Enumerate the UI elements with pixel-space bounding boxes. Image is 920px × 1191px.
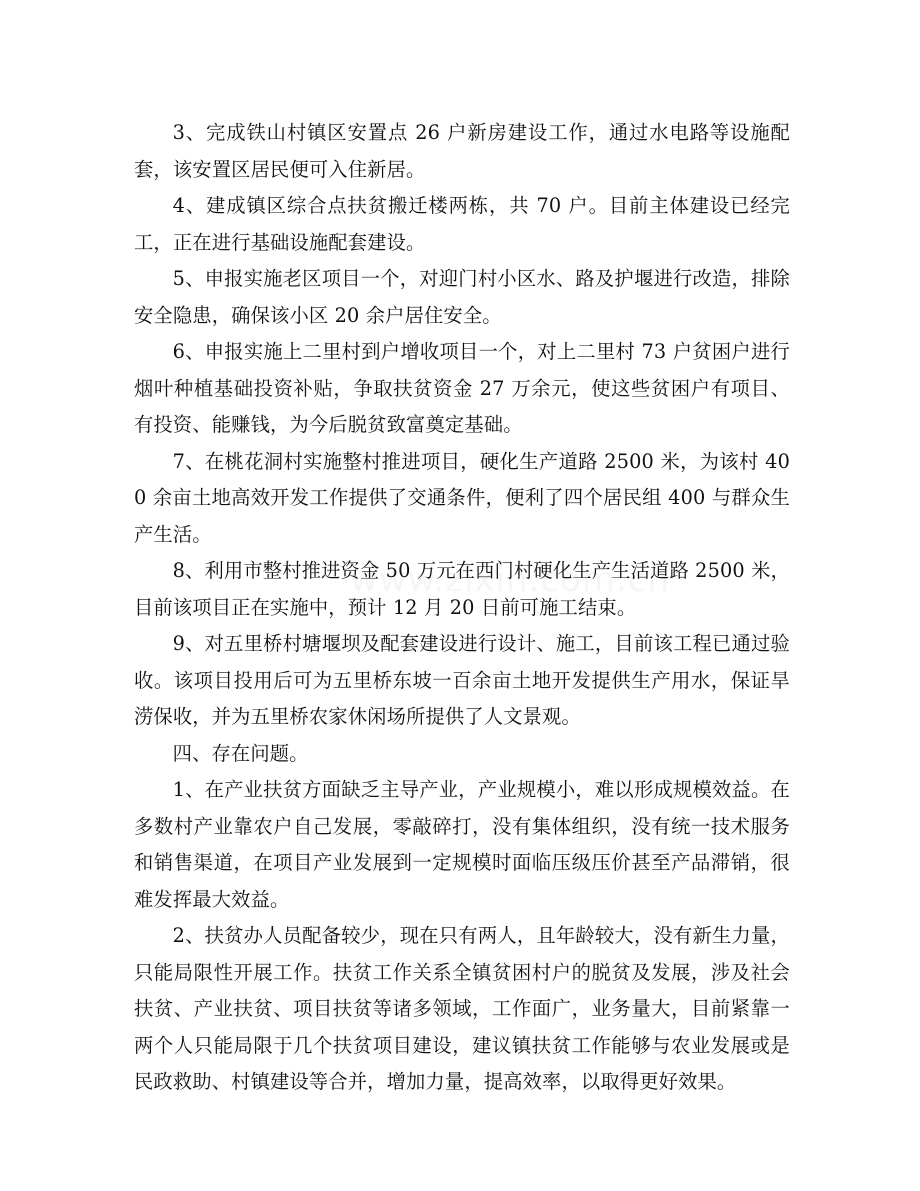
paragraph-item-8: 8、利用市整村推进资金 50 万元在西门村硬化生产生活道路 2500 米，目前该项目正在实施中，预计 12 月 20 日前可施工结束。 — [134, 559, 790, 619]
paragraph-item-3: 3、完成铁山村镇区安置点 26 户新房建设工作，通过水电路等设施配套，该安置区居民便可入住新居。 — [134, 121, 790, 181]
paragraph-item-7: 7、在桃花洞村实施整村推进项目，硬化生产道路 2500 米，为该村 400 余亩土地高效开发工作提供了交通条件，便利了四个居民组 400 与群众生产生活。 — [134, 449, 790, 546]
document-body — [134, 115, 790, 1101]
paragraph-item-4: 4、建成镇区综合点扶贫搬迁楼两栋，共 70 户。目前主体建设已经完工，正在进行基础设施配套建设。 — [134, 194, 790, 254]
problem-item-2: 2、扶贫办人员配备较少，现在只有两人，且年龄较大，没有新生力量，只能局限性开展工作。扶贫工作关系全镇贫困村户的脱贫及发展，涉及社会扶贫、产业扶贫、项目扶贫等诸多领域，工作面广，业务量大，目前紧靠一两个人只能局限于几个扶贫项目建设，建议镇扶贫工作能够与农业发展或是民政救助、村镇建设等合并，增加力量，提高效率，以取得更好效果。 — [134, 924, 790, 1093]
paragraph-item-6: 6、申报实施上二里村到户增收项目一个，对上二里村 73 户贫困户进行烟叶种植基础投资补贴，争取扶贫资金 27 万余元，使这些贫困户有项目、有投资、能赚钱，为今后脱贫致富奠定基础。 — [134, 340, 790, 436]
problem-item-1: 1、在产业扶贫方面缺乏主导产业，产业规模小，难以形成规模效益。在多数村产业靠农户自己发展，零敲碎打，没有集体组织，没有统一技术服务和销售渠道，在项目产业发展到一定规模时面临压级压价甚至产品滞销，很难发挥最大效益。 — [134, 778, 790, 911]
section-heading-problems: 四、存在问题。 — [172, 741, 309, 765]
paragraph-item-5: 5、申报实施老区项目一个，对迎门村小区水、路及护堰进行改造，排除安全隐患，确保该小区 20 余户居住安全。 — [134, 267, 790, 327]
paragraph-item-9: 9、对五里桥村塘堰坝及配套建设进行设计、施工，目前该工程已通过验收。该项目投用后可为五里桥东坡一百余亩土地开发提供生产用水，保证旱涝保收，并为五里桥农家休闲场所提供了人文景观。 — [134, 632, 790, 728]
